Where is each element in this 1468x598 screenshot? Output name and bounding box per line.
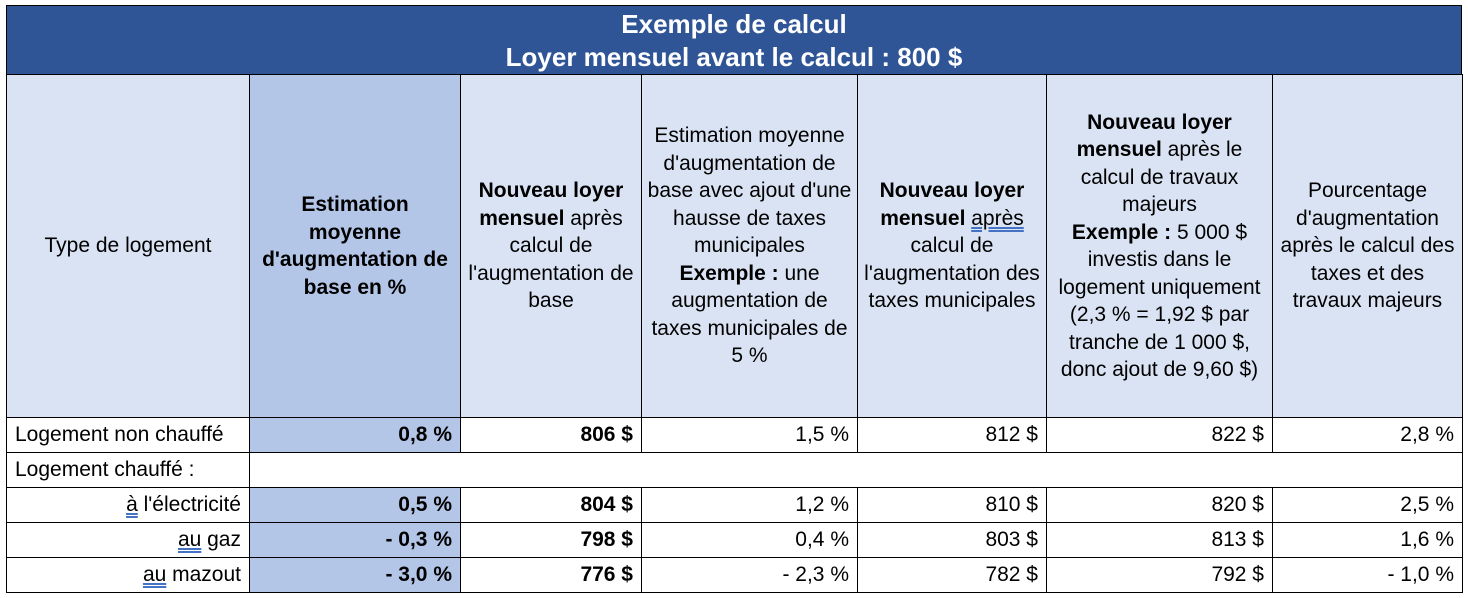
cell-new-rent-base: 804 $ <box>461 488 642 523</box>
cell-new-rent-works: 822 $ <box>1047 418 1273 453</box>
cell-new-rent-tax: 812 $ <box>858 418 1047 453</box>
title-line-2: Loyer mensuel avant le calcul : 800 $ <box>505 42 963 72</box>
cell-new-rent-works: 813 $ <box>1047 523 1273 558</box>
table-row <box>7 523 1463 558</box>
header-new-rent-base: Nouveau loyer mensuel après calcul de l'augmentation de base <box>461 75 642 418</box>
calculation-example <box>6 5 1462 592</box>
cell-base-percent: - 0,3 % <box>250 523 461 558</box>
cell-new-rent-base: 806 $ <box>461 418 642 453</box>
row-label: Logement non chauffé <box>7 418 250 453</box>
table-title <box>6 5 1462 75</box>
header-new-rent-works: Nouveau loyer mensuel après le calcul de travaux majeurs Exemple : 5 000 $ investis dans le logement uniquement (2,3 % = 1,92 $ par tranche de 1 000 $, donc ajout de 9,60 $) <box>1047 75 1273 418</box>
cell-new-rent-tax: 782 $ <box>858 558 1047 593</box>
cell-base-percent: - 3,0 % <box>250 558 461 593</box>
table-row <box>7 558 1463 593</box>
cell-new-rent-works: 820 $ <box>1047 488 1273 523</box>
row-label: à l'électricité <box>7 488 250 523</box>
cell-tax-percent: 0,4 % <box>642 523 858 558</box>
header-new-rent-tax: Nouveau loyer mensuel après calcul de l'augmentation des taxes municipales <box>858 75 1047 418</box>
cell-new-rent-base: 798 $ <box>461 523 642 558</box>
cell-base-percent: 0,8 % <box>250 418 461 453</box>
cell-new-rent-tax: 810 $ <box>858 488 1047 523</box>
cell-new-rent-tax: 803 $ <box>858 523 1047 558</box>
cell-tax-percent: 1,5 % <box>642 418 858 453</box>
cell-base-percent: 0,5 % <box>250 488 461 523</box>
header-row <box>7 75 1463 418</box>
cell-tax-percent: - 2,3 % <box>642 558 858 593</box>
row-label: au mazout <box>7 558 250 593</box>
cell-new-rent-works: 792 $ <box>1047 558 1273 593</box>
table-row <box>7 488 1463 523</box>
cell-tax-percent: 1,2 % <box>642 488 858 523</box>
header-base-increase: Estimation moyenne d'augmentation de base en % <box>250 75 461 418</box>
cell-new-rent-base: 776 $ <box>461 558 642 593</box>
row-label: au gaz <box>7 523 250 558</box>
row-label: Logement chauffé : <box>7 453 250 488</box>
title-line-1: Exemple de calcul <box>621 9 847 39</box>
empty-cells <box>250 453 1463 488</box>
header-tax-increase: Estimation moyenne d'augmentation de base avec ajout d'une hausse de taxes municipales Exemple : une augmentation de taxes municipales de 5 % <box>642 75 858 418</box>
header-total-percent: Pourcentage d'augmentation après le calcul des taxes et des travaux majeurs <box>1273 75 1463 418</box>
cell-total-percent: - 1,0 % <box>1273 558 1463 593</box>
cell-total-percent: 2,8 % <box>1273 418 1463 453</box>
rent-table <box>6 74 1463 593</box>
table-row <box>7 453 1463 488</box>
cell-total-percent: 1,6 % <box>1273 523 1463 558</box>
table-row <box>7 418 1463 453</box>
header-type: Type de logement <box>7 75 250 418</box>
cell-total-percent: 2,5 % <box>1273 488 1463 523</box>
